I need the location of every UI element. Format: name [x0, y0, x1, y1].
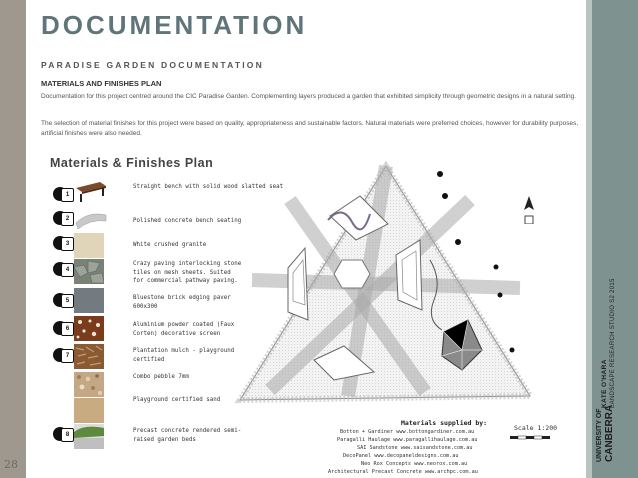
supplier-row: Neo Rox Concepts www.neorox.com.au	[361, 461, 468, 467]
scale-label: Scale 1:200	[514, 424, 558, 432]
legend-badge-1: 1	[53, 187, 67, 201]
left-margin-strip	[0, 0, 26, 478]
material-label-2: Polished concrete bench seating	[133, 218, 242, 224]
legend-badge-3: 3	[53, 236, 67, 250]
page-title: DOCUMENTATION	[41, 10, 308, 40]
material-label-pebble: Combo pebble 7mm	[133, 374, 189, 380]
material-label-sand: Playground certified sand	[133, 397, 221, 403]
suppliers-title: Materials supplied by:	[401, 419, 488, 427]
scale-bar	[510, 434, 560, 444]
material-label-1: Straight bench with solid wood slatted seat	[133, 184, 284, 190]
material-label-3: White crushed granite	[133, 242, 207, 248]
material-label-4: Crazy paving interlocking stone tiles on mesh sheets. Suited for commercial pathway paving.	[133, 261, 242, 284]
legend-badge-7: 7	[53, 348, 67, 362]
supplier-row: Architectural Precast Concrete www.archpc.com.au	[328, 469, 478, 475]
mulch-thumbnail	[74, 344, 104, 369]
north-arrow-icon	[522, 196, 536, 224]
section-heading: MATERIALS AND FINISHES PLAN	[41, 79, 162, 88]
crazy-paving-thumbnail	[74, 259, 104, 284]
page-subtitle: PARADISE GARDEN DOCUMENTATION	[41, 60, 264, 70]
plan-title: Materials & Finishes Plan	[50, 156, 214, 170]
materials-paragraph: The selection of material finishes for this project were based on quality, appropriateness and sustainable factors. Natural materials were preferred choices, however for durability purposes, artificial finishes were also needed.	[41, 120, 579, 137]
page-number: 28	[4, 458, 18, 471]
legend-badge-5: 5	[53, 293, 67, 307]
concrete-bench-thumbnail	[74, 207, 104, 232]
supplier-row: DecoPanel www.decopaneldesigns.com.au	[343, 453, 459, 459]
legend-badge-2: 2	[53, 211, 67, 225]
garden-bed-thumbnail	[74, 424, 104, 449]
supplier-row: Paragalli Haulage www.paragallihaulage.com.au	[337, 437, 478, 443]
material-label-7: Plantation mulch - playground certified	[133, 348, 235, 363]
corten-screen-thumbnail	[74, 316, 104, 341]
pebble-thumbnail	[74, 372, 104, 397]
sand-thumbnail	[74, 398, 104, 423]
legend-badge-8: 8	[53, 427, 67, 441]
site-plan-drawing	[230, 160, 540, 420]
supplier-row: SAI Sandstone www.saisandstone.com.au	[357, 445, 473, 451]
university-name: CANBERRA	[604, 404, 615, 462]
bench-thumbnail	[74, 178, 104, 203]
bluestone-thumbnail	[74, 288, 104, 313]
legend-badge-6: 6	[53, 321, 67, 335]
material-label-6: Aluminium powder coated (Faux Corten) decorative screen	[133, 322, 235, 337]
author-name: KATE O'HARA	[601, 359, 608, 408]
material-label-5: Bluestone brick edging paver 600x300	[133, 295, 231, 310]
studio-label: LANDSCAPE RESEARCH STUDIO S2 2015	[610, 278, 616, 408]
right-sidebar	[592, 0, 638, 478]
supplier-row: Botton + Gardiner www.bottongardiner.com.au	[340, 429, 475, 435]
granite-thumbnail	[74, 233, 104, 258]
legend-badge-4: 4	[53, 262, 67, 276]
material-label-8: Precast concrete rendered semi-raised garden beds	[133, 428, 242, 443]
intro-paragraph: Documentation for this project centred around the CIC Paradise Garden. Complementing layers produced a garden that exhibited simplicity through geometric designs in a natural setting.	[41, 93, 577, 100]
university-label: UNIVERSITY OF	[596, 408, 603, 462]
